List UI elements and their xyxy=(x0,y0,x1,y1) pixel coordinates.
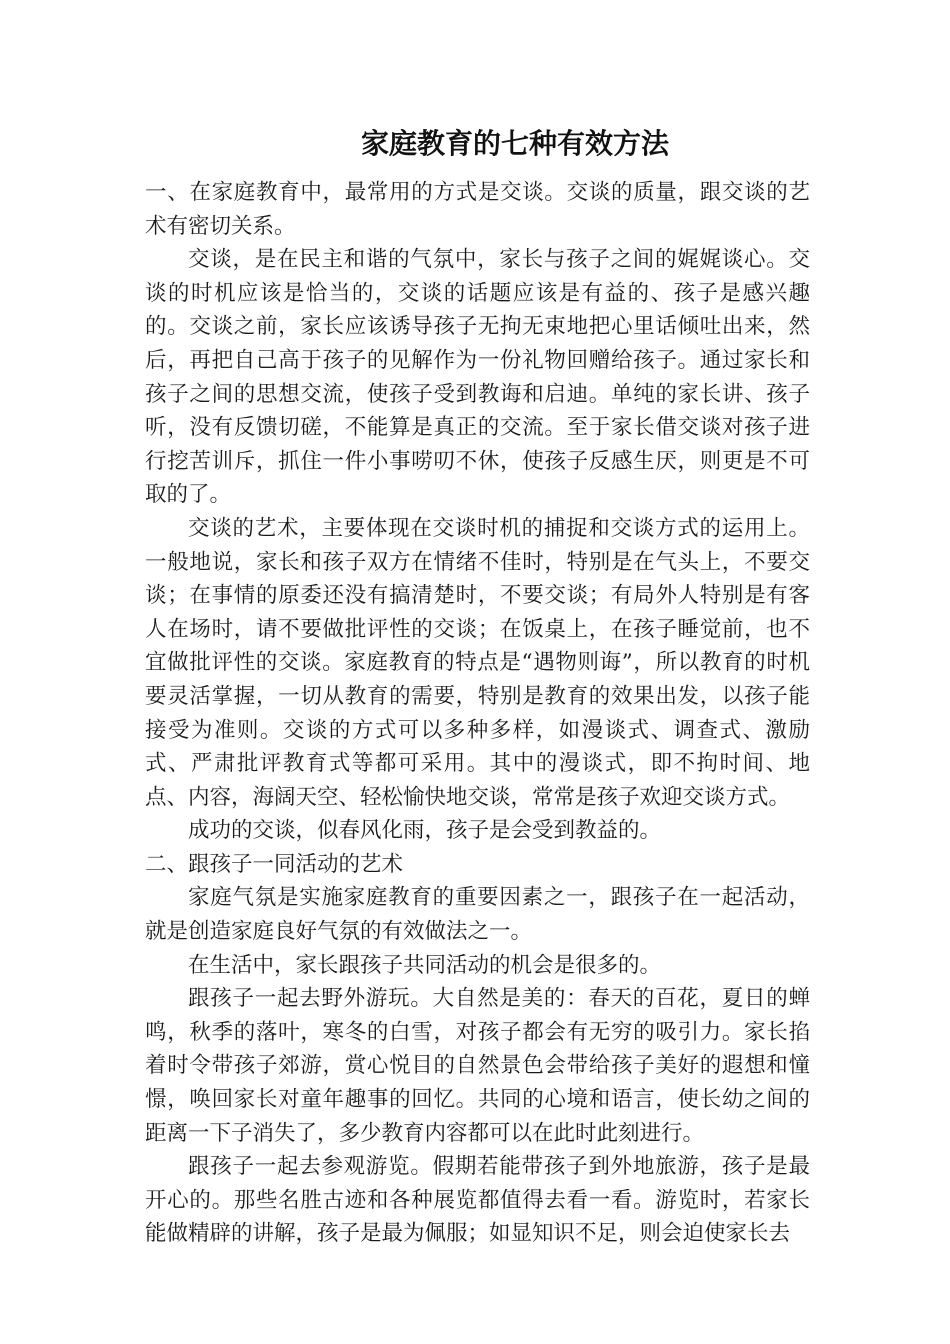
paragraph-2: 交谈，是在民主和谐的气氛中，家长与孩子之间的娓娓谈心。交谈的时机应该是恰当的，交谈的话题应该是有益的、孩子是感兴趣的。交谈之前，家长应该诱导孩子无拘无束地把心里话倾吐出来，然后，再把自己高于孩子的见解作为一份礼物回赠给孩子。通过家长和孩子之间的思想交流，使孩子受到教诲和启迪。单纯的家长讲、孩子听，没有反馈切磋，不能算是真正的交流。至于家长借交谈对孩子进行挖苦训斥，抓住一件小事唠叨不休，使孩子反感生厌，则更是不可取的了。 xyxy=(145,247,810,508)
paragraph-7: 跟孩子一起去野外游玩。大自然是美的：春天的百花，夏日的蝉鸣，秋季的落叶，寒冬的白雪，对孩子都会有无穷的吸引力。家长掐着时令带孩子郊游，赏心悦目的自然景色会带给孩子美好的遐想和憧憬，唤回家长对童年趣事的回忆。共同的心境和语言，使长幼之间的距离一下子消失了，多少教育内容都可以在此时此刻进行。 xyxy=(145,986,810,1146)
paragraph-8: 跟孩子一起去参观游览。假期若能带孩子到外地旅游，孩子是最开心的。那些名胜古迹和各种展览都值得去看一看。游览时，若家长能做精辟的讲解，孩子是最为佩服；如显知识不足，则会迫使家长去 xyxy=(145,1154,810,1247)
paragraph-6: 在生活中，家长跟孩子共同活动的机会是很多的。 xyxy=(188,952,662,978)
document-title: 家庭教育的七种有效方法 xyxy=(360,127,669,160)
paragraph-4: 成功的交谈，似春风化雨，孩子是会受到教益的。 xyxy=(188,818,662,844)
paragraph-1: 一、在家庭教育中，最常用的方式是交谈。交谈的质量，跟交谈的艺术有密切关系。 xyxy=(145,180,810,239)
section-heading-2: 二、跟孩子一同活动的艺术 xyxy=(145,851,404,877)
paragraph-3: 交谈的艺术，主要体现在交谈时机的捕捉和交谈方式的运用上。一般地说，家长和孩子双方在情绪不佳时，特别是在气头上，不要交谈；在事情的原委还没有搞清楚时，不要交谈；有局外人特别是有客人在场时，请不要做批评性的交谈；在饭桌上，在孩子睡觉前，也不宜做批评性的交谈。家庭教育的特点是“遇物则诲”，所以教育的时机要灵活掌握，一切从教育的需要，特别是教育的效果出发，以孩子能接受为准则。交谈的方式可以多种多样，如漫谈式、调查式、激励式、严肃批评教育式等都可采用。其中的漫谈式，即不拘时间、地点、内容，海阔天空、轻松愉快地交谈，常常是孩子欢迎交谈方式。 xyxy=(145,515,810,810)
paragraph-5: 家庭气氛是实施家庭教育的重要因素之一，跟孩子在一起活动，就是创造家庭良好气氛的有效做法之一。 xyxy=(145,885,810,945)
document-body xyxy=(145,176,810,1251)
